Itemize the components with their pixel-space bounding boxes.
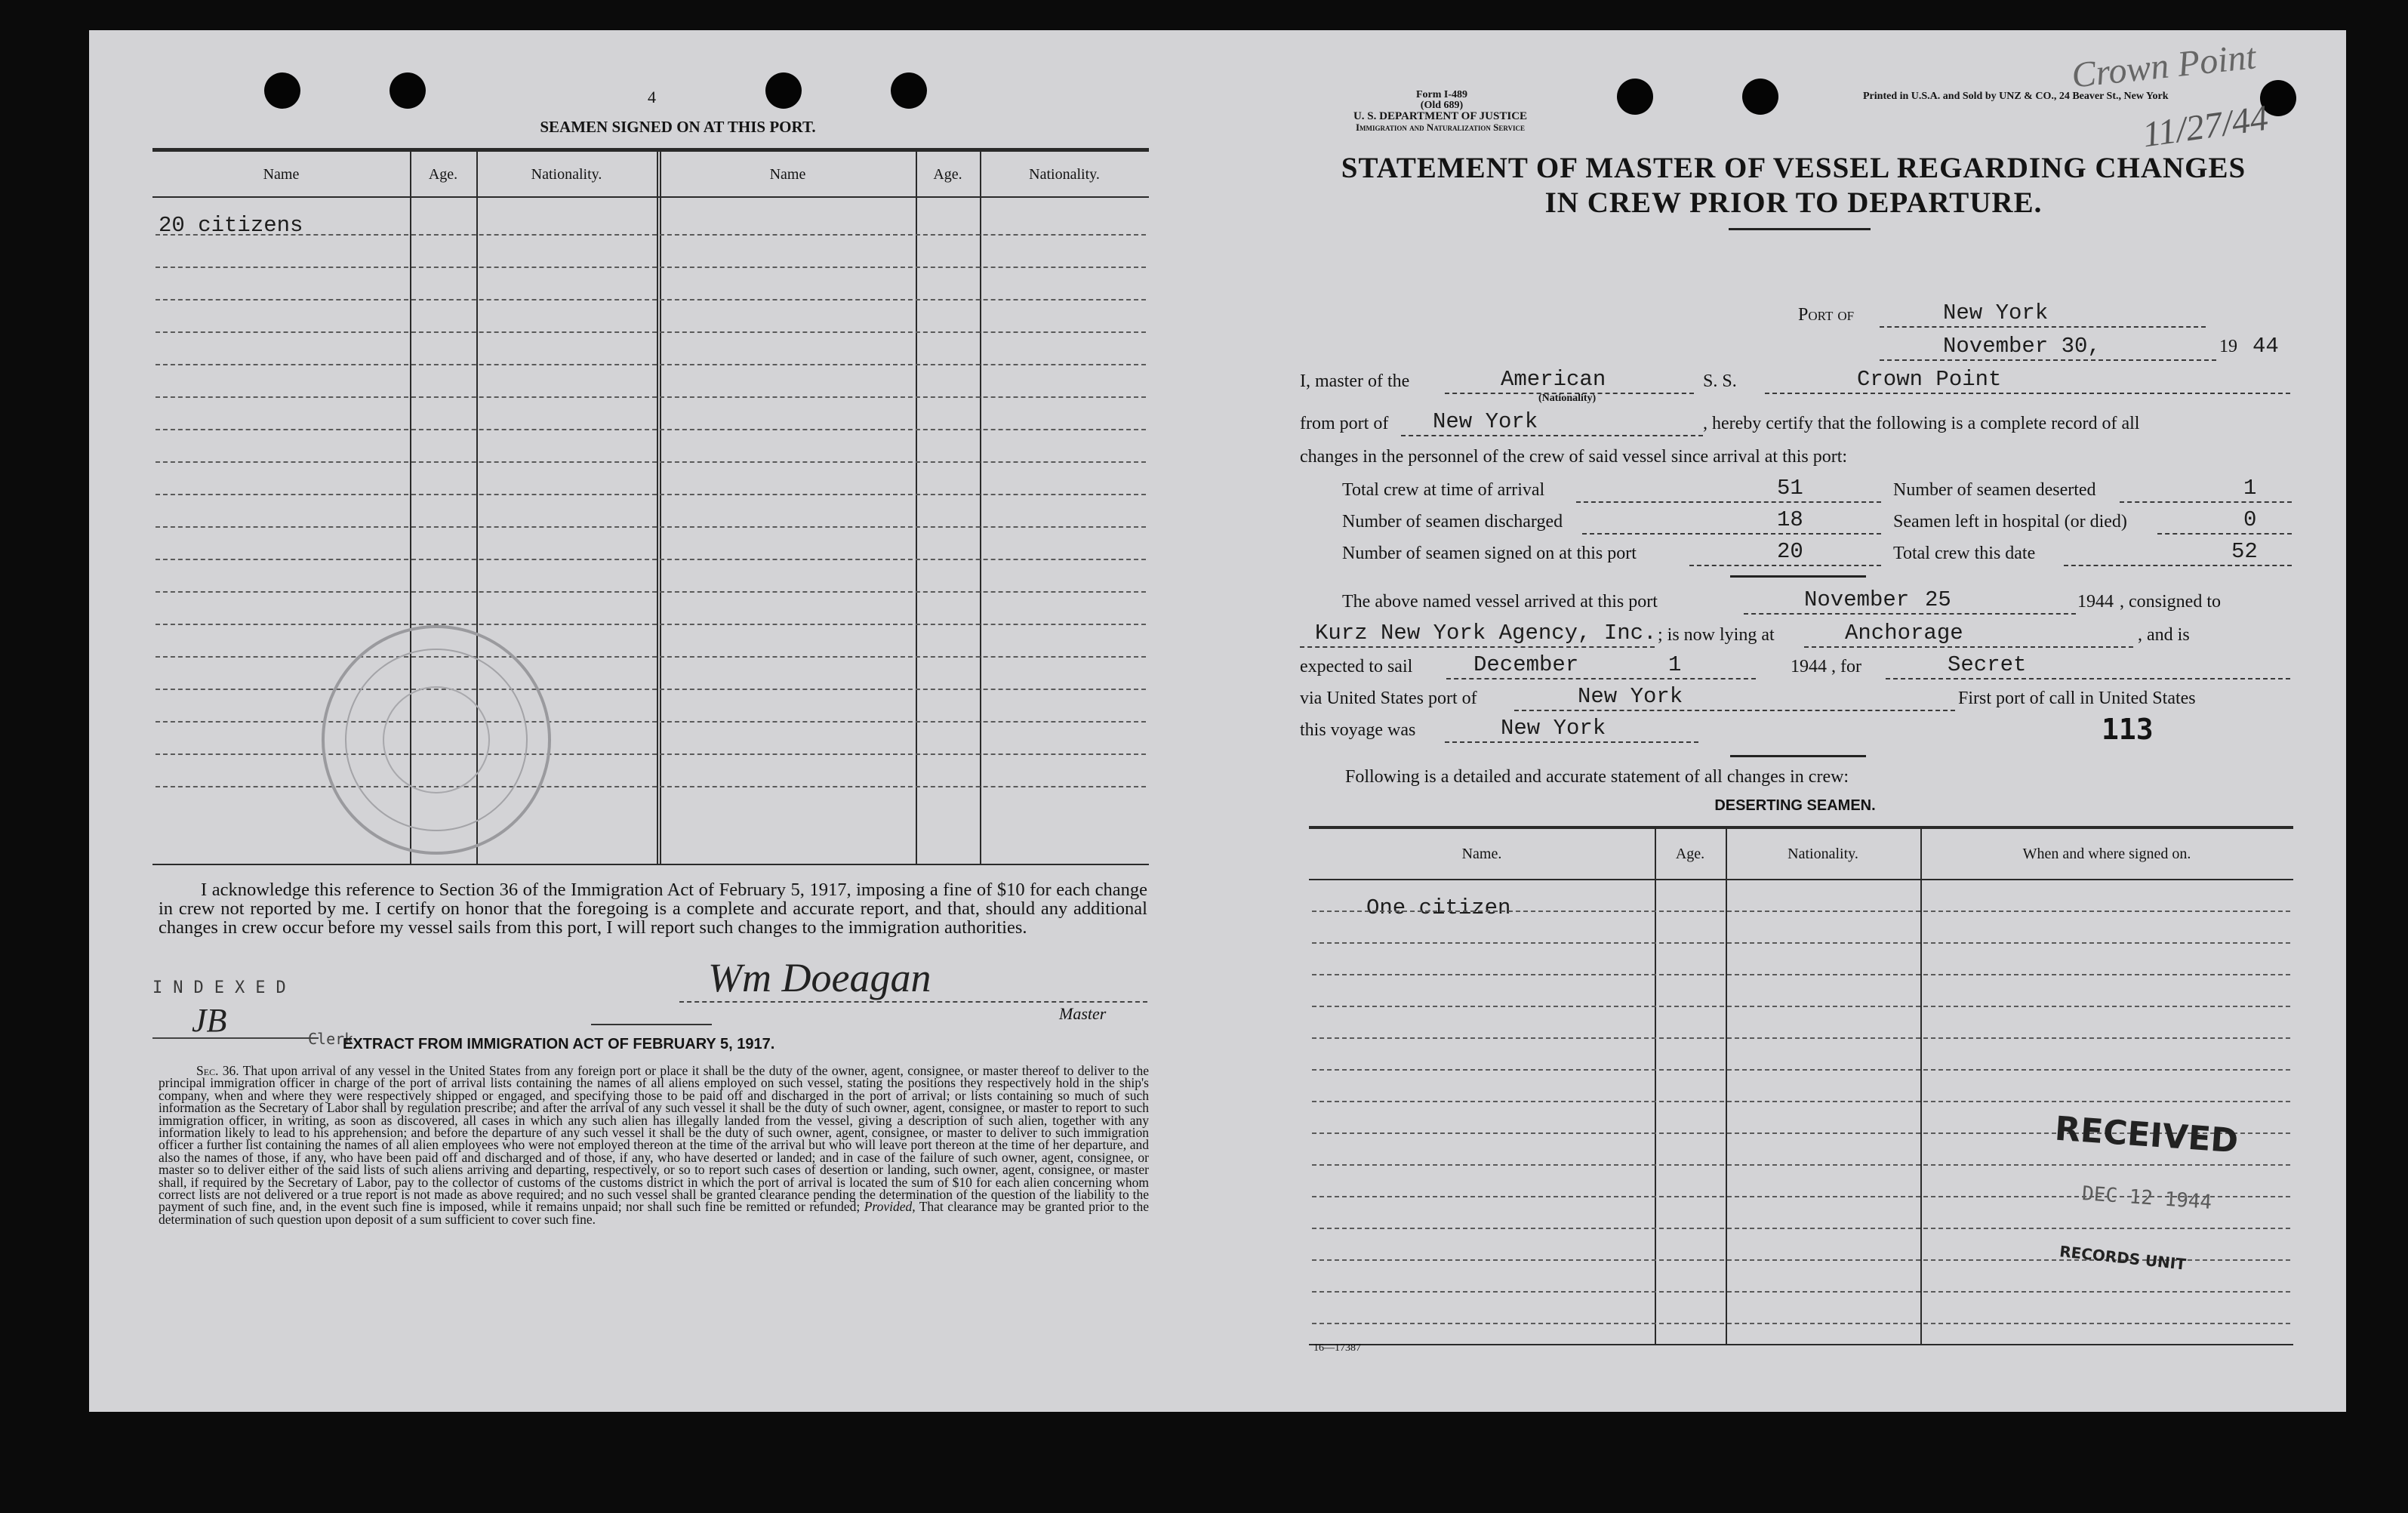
year-prefix: 19 <box>2219 337 2237 356</box>
handwritten-vessel-note: Crown Point <box>2069 36 2259 96</box>
document-page <box>89 30 2346 1412</box>
col-header-age: Age. <box>1675 846 1705 862</box>
master-of-label: I, master of the <box>1300 371 1410 391</box>
table-row-rule <box>1312 942 2290 944</box>
table-row-rule <box>156 526 1146 528</box>
table-row-rule <box>156 331 1146 333</box>
table-row-rule <box>156 656 1146 658</box>
stamped-number: 113 <box>2102 713 2154 746</box>
ss-label: S. S. <box>1703 371 1737 391</box>
col-header-age: Age. <box>933 166 962 183</box>
table-row-rule <box>1312 1101 2290 1102</box>
printer-line: Printed in U.S.A. and Sold by UNZ & CO., 24 Beaver St., New York <box>1863 91 2169 102</box>
sail-month: December <box>1473 652 1579 677</box>
provided-label: Provided, <box>864 1199 916 1215</box>
certify-text: , hereby certify that the following is a complete record of all <box>1703 414 2140 433</box>
table-row-rule <box>1312 911 2290 912</box>
handwritten-date: 11/27/44 <box>2140 97 2271 156</box>
section-title: SEAMEN SIGNED ON AT THIS PORT. <box>540 118 816 136</box>
first-port-value: New York <box>1501 716 1606 741</box>
table-row-rule <box>156 364 1146 365</box>
sail-day: 1 <box>1668 652 1682 677</box>
form-title-line1: STATEMENT OF MASTER OF VESSEL REGARDING CHANGES <box>1341 152 2246 184</box>
records-unit-stamp: RECORDS UNIT <box>2059 1242 2187 1274</box>
this-voyage-label: this voyage was <box>1300 720 1416 740</box>
stat-value: 20 <box>1777 539 1803 564</box>
table-row-rule <box>1312 1164 2290 1166</box>
circular-stamp <box>316 619 557 861</box>
received-date: DEC 12 1944 <box>2081 1182 2213 1214</box>
table-row-rule <box>156 559 1146 560</box>
from-port-value: New York <box>1433 409 1538 434</box>
table-row-rule <box>1312 974 2290 975</box>
destination-value: Secret <box>1948 652 2027 677</box>
stat-label: Seamen left in hospital (or died) <box>1893 512 2127 532</box>
date-value: November 30, <box>1943 334 2101 359</box>
nationality-caption: (Nationality) <box>1538 393 1597 404</box>
arrived-day: 25 <box>1925 587 1951 612</box>
table-row-rule <box>1312 1069 2290 1071</box>
acknowledgment-text: I acknowledge this reference to Section 36 of the Immigration Act of February 5, 1917, imposing a fine of $10 for each change in crew not reported by me. I certify on honor that the foregoing is a complete and accurate report, and that, should any additional changes in crew occur before my vessel sails from this port, I will report such changes to the immigration authorities. <box>159 880 1147 938</box>
table-row-rule <box>156 429 1146 430</box>
expected-label: expected to sail <box>1300 657 1413 676</box>
stat-label: Total crew this date <box>1893 544 2036 563</box>
table-row-rule <box>1312 1228 2290 1229</box>
stat-value: 1 <box>2243 476 2257 501</box>
table-row-rule <box>156 461 1146 463</box>
department: U. S. DEPARTMENT OF JUSTICE <box>1353 110 1528 122</box>
year-value: 44 <box>2252 334 2279 359</box>
stat-value: 51 <box>1777 476 1803 501</box>
nationality-value: American <box>1501 367 1606 392</box>
col-header-signed-on: When and where signed on. <box>2022 846 2191 862</box>
consigned-to: , consigned to <box>2120 592 2221 612</box>
table-cell-name: 20 citizens <box>159 213 303 238</box>
extract-body <box>159 1065 1149 1225</box>
indexed-stamp: INDEXED <box>152 978 297 997</box>
stat-label: Total crew at time of arrival <box>1342 480 1545 500</box>
table-row-rule <box>156 396 1146 398</box>
sail-year: 1944 <box>1791 657 1827 676</box>
table-row-rule <box>1312 1006 2290 1007</box>
punch-hole <box>1617 79 1653 115</box>
table-row-rule <box>156 721 1146 723</box>
master-label: Master <box>1059 1004 1107 1023</box>
col-header-name: Name <box>263 166 300 183</box>
form-old-number: (Old 689) <box>1420 100 1464 111</box>
col-header-nationality: Nationality. <box>531 166 602 183</box>
punch-hole <box>264 72 300 109</box>
col-header-name: Name. <box>1461 846 1502 862</box>
via-port-value: New York <box>1578 684 1683 709</box>
extract-title: EXTRACT FROM IMMIGRATION ACT OF FEBRUARY 5, 1917. <box>343 1036 775 1052</box>
table-row-rule <box>1312 1323 2290 1324</box>
lying-at-value: Anchorage <box>1845 621 1963 646</box>
table-row-rule <box>156 299 1146 300</box>
via-label: via United States port of <box>1300 689 1477 708</box>
lying-at-label: ; is now lying at <box>1658 625 1775 645</box>
page-number: 4 <box>648 88 656 106</box>
col-header-nationality: Nationality. <box>1788 846 1858 862</box>
vessel-name: Crown Point <box>1857 367 2002 392</box>
form-title-line2: IN CREW PRIOR TO DEPARTURE. <box>1544 186 2043 219</box>
arrived-month: November <box>1804 587 1910 612</box>
stat-value: 0 <box>2243 507 2257 532</box>
table-cell-name: One citizen <box>1366 895 1511 920</box>
first-port-label: First port of call in United States <box>1958 689 2196 708</box>
form-number: Form I-489 <box>1415 89 1468 100</box>
punch-hole <box>891 72 927 109</box>
table-row-rule <box>1312 1291 2290 1293</box>
col-header-name: Name <box>769 166 806 183</box>
agent-value: Kurz New York Agency, Inc. <box>1315 621 1657 646</box>
extract-text: That upon arrival of any vessel in the United States from any foreign port or place it shall be the duty of the owner, agent, consignee, or master thereof to deliver to the principal immigration officer in charge of the port of arrival lists containing the names of all aliens employed on such vessel, stating the positions they respectively hold in the ship's company, when and where they were respectively shipped or engaged, and specifying those to be paid off and discharged in the port of arrival; or lists containing so much of such information as the Secretary of Labor shall by regulation prescribe; and after the arrival of any such vessel it shall be the duty of such owner, agent, consignee, or master to report to such immigration officer, in writing, as soon as discovered, all cases in which any such alien has illegally landed from the vessel, giving a description of such alien, together with any information likely to lead to his apprehension; and before the departure of any such vessel it shall be the duty of such owner, agent, consignee, or master to deliver to such immigration officer a further list containing the names of all alien employees who were not employed thereon at the time of the arrival but who will leave port thereon at the time of her departure, and also the names of those, if any, who have been paid off and discharged and of those, if any, who have deserted or landed; and in case of the failure of such owner, agent, consignee, or master so to deliver either of the said lists of such aliens arriving and departing, respectively, or so to report such cases of desertion or landing, such owner, agent, consignee, or master shall, if required by the Secretary of Labor, pay to the collector of customs of the customs district in which the port of arrival is located the sum of $10 for each alien concerning whom correct lists are not delivered or a true report is not made as above required; and no such vessel shall be granted clearance pending the determination of the question of the liability to the payment of such fine, and, in the event such fine is imposed, while it remains unpaid; nor shall such fine be remitted or refunded; <box>159 1063 1149 1215</box>
extract-tail: That clearance may be granted prior to the determination of such question upon deposit of a sum sufficient to cover such fine. <box>159 1199 1150 1227</box>
service: Immigration and Naturalization Service <box>1355 122 1526 133</box>
col-header-age: Age. <box>428 166 458 183</box>
stat-value: 52 <box>2231 539 2258 564</box>
master-signature: Wm Doeagan <box>708 955 931 1000</box>
stat-label: Number of seamen signed on at this port <box>1342 544 1637 563</box>
following-text: Following is a detailed and accurate statement of all changes in crew: <box>1345 767 1849 787</box>
received-stamp: RECEIVED <box>2053 1109 2240 1161</box>
arrived-text: The above named vessel arrived at this port <box>1342 592 1658 612</box>
punch-hole <box>765 72 802 109</box>
table-row-rule <box>156 624 1146 625</box>
table-row-rule <box>156 591 1146 593</box>
deserting-title: DESERTING SEAMEN. <box>1714 797 1876 814</box>
from-port-label: from port of <box>1300 414 1389 433</box>
table-row-rule <box>156 753 1146 755</box>
clerk-initials: JB <box>192 1002 227 1039</box>
table-row-rule <box>156 267 1146 268</box>
col-header-nationality: Nationality. <box>1029 166 1100 183</box>
port-label: Port of <box>1798 305 1855 325</box>
table-row-rule <box>156 234 1146 236</box>
arrived-year: 1944 <box>2077 592 2114 612</box>
clerk-label: Clerk <box>308 1030 354 1048</box>
changes-text: changes in the personnel of the crew of said vessel since arrival at this port: <box>1300 447 1848 467</box>
and-is: , and is <box>2138 625 2190 645</box>
stat-label: Number of seamen deserted <box>1893 480 2096 500</box>
stat-label: Number of seamen discharged <box>1342 512 1563 532</box>
form-footer-number: 16—17387 <box>1313 1342 1361 1354</box>
for-label: , for <box>1831 657 1861 676</box>
table-row-rule <box>156 494 1146 495</box>
sec-label: Sec. 36. <box>196 1063 239 1078</box>
table-row-rule <box>1312 1037 2290 1039</box>
punch-hole <box>1742 79 1778 115</box>
table-row-rule <box>156 786 1146 787</box>
punch-hole <box>390 72 426 109</box>
port-value: New York <box>1943 300 2049 325</box>
stat-value: 18 <box>1777 507 1803 532</box>
table-row-rule <box>156 689 1146 690</box>
